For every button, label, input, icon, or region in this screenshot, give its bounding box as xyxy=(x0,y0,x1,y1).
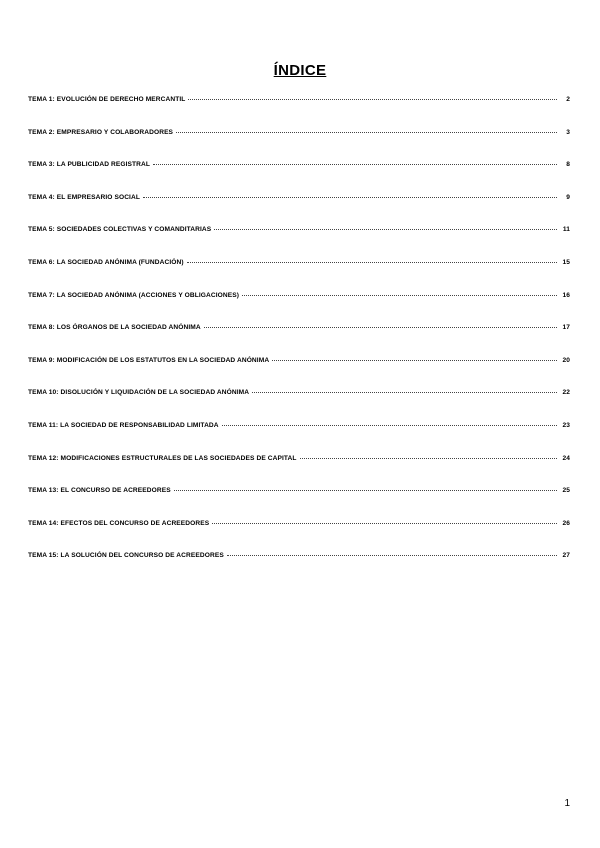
toc-entry[interactable] xyxy=(28,194,570,227)
toc-entry-label: TEMA 6: LA SOCIEDAD ANÓNIMA (FUNDACIÓN) xyxy=(28,258,184,266)
toc-entry-label: TEMA 7: LA SOCIEDAD ANÓNIMA (ACCIONES Y OBLIGACIONES) xyxy=(28,291,240,299)
dot-leader xyxy=(204,327,557,328)
toc-entry-page: 17 xyxy=(562,324,570,332)
toc-entry-page: 27 xyxy=(562,552,570,560)
toc-entry[interactable] xyxy=(28,161,570,194)
toc-entry-page: 9 xyxy=(566,193,570,201)
dot-leader xyxy=(214,229,557,230)
toc-entry-label: TEMA 10: DISOLUCIÓN Y LIQUIDACIÓN DE LA SOCIEDAD ANÓNIMA xyxy=(28,389,250,397)
dot-leader xyxy=(212,523,557,524)
toc-entry[interactable] xyxy=(28,259,570,292)
toc-entry-label: TEMA 14: EFECTOS DEL CONCURSO DE ACREEDORES xyxy=(28,519,210,527)
toc-entry[interactable] xyxy=(28,357,570,390)
toc-entry-label: TEMA 4: EL EMPRESARIO SOCIAL xyxy=(28,193,140,201)
toc-entry-label: TEMA 11: LA SOCIEDAD DE RESPONSABILIDAD LIMITADA xyxy=(28,421,219,429)
toc-entry[interactable] xyxy=(28,226,570,259)
dot-leader xyxy=(143,197,557,198)
toc-entry-page: 11 xyxy=(562,226,570,234)
toc-entry-page: 8 xyxy=(566,161,570,169)
toc-entry[interactable] xyxy=(28,455,570,488)
toc-entry-page: 2 xyxy=(566,96,570,103)
toc-entry-label: TEMA 1: EVOLUCIÓN DE DERECHO MERCANTIL xyxy=(28,96,186,103)
toc-entry-label: TEMA 2: EMPRESARIO Y COLABORADORES xyxy=(28,128,174,136)
toc-entry[interactable] xyxy=(28,129,570,162)
dot-leader xyxy=(272,360,557,361)
dot-leader xyxy=(188,99,557,100)
dot-leader xyxy=(227,555,557,556)
toc-entry-label: TEMA 8: LOS ÓRGANOS DE LA SOCIEDAD ANÓNIMA xyxy=(28,324,201,332)
toc-entry-label: TEMA 9: MODIFICACIÓN DE LOS ESTATUTOS EN LA SOCIEDAD ANÓNIMA xyxy=(28,356,270,364)
page-number: 1 xyxy=(564,798,570,809)
dot-leader xyxy=(222,425,557,426)
toc-entry-page: 16 xyxy=(562,291,570,299)
toc-entry-page: 20 xyxy=(562,356,570,364)
table-of-contents xyxy=(28,96,570,585)
dot-leader xyxy=(242,295,557,296)
toc-entry[interactable] xyxy=(28,552,570,585)
toc-entry-page: 15 xyxy=(562,258,570,266)
toc-entry-label: TEMA 3: LA PUBLICIDAD REGISTRAL xyxy=(28,161,151,169)
toc-entry-label: TEMA 15: LA SOLUCIÓN DEL CONCURSO DE ACREEDORES xyxy=(28,552,224,560)
dot-leader xyxy=(300,458,557,459)
dot-leader xyxy=(187,262,557,263)
toc-entry-label: TEMA 12: MODIFICACIONES ESTRUCTURALES DE LAS SOCIEDADES DE CAPITAL xyxy=(28,454,297,462)
toc-entry[interactable] xyxy=(28,389,570,422)
dot-leader xyxy=(153,164,557,165)
toc-entry-page: 3 xyxy=(566,128,570,136)
toc-entry[interactable] xyxy=(28,520,570,553)
dot-leader xyxy=(174,490,557,491)
toc-entry-page: 23 xyxy=(562,421,570,429)
toc-entry-label: TEMA 13: EL CONCURSO DE ACREEDORES xyxy=(28,487,171,495)
page-title: ÍNDICE xyxy=(273,62,327,80)
toc-entry[interactable] xyxy=(28,422,570,455)
toc-entry-page: 24 xyxy=(562,454,570,462)
toc-entry[interactable] xyxy=(28,96,570,129)
toc-entry[interactable] xyxy=(28,324,570,357)
toc-entry[interactable] xyxy=(28,487,570,520)
toc-entry-page: 26 xyxy=(562,519,570,527)
toc-entry-label: TEMA 5: SOCIEDADES COLECTIVAS Y COMANDITARIAS xyxy=(28,226,212,234)
toc-entry-page: 25 xyxy=(562,487,570,495)
toc-entry[interactable] xyxy=(28,292,570,325)
dot-leader xyxy=(176,132,557,133)
toc-entry-page: 22 xyxy=(562,389,570,397)
dot-leader xyxy=(252,392,557,393)
